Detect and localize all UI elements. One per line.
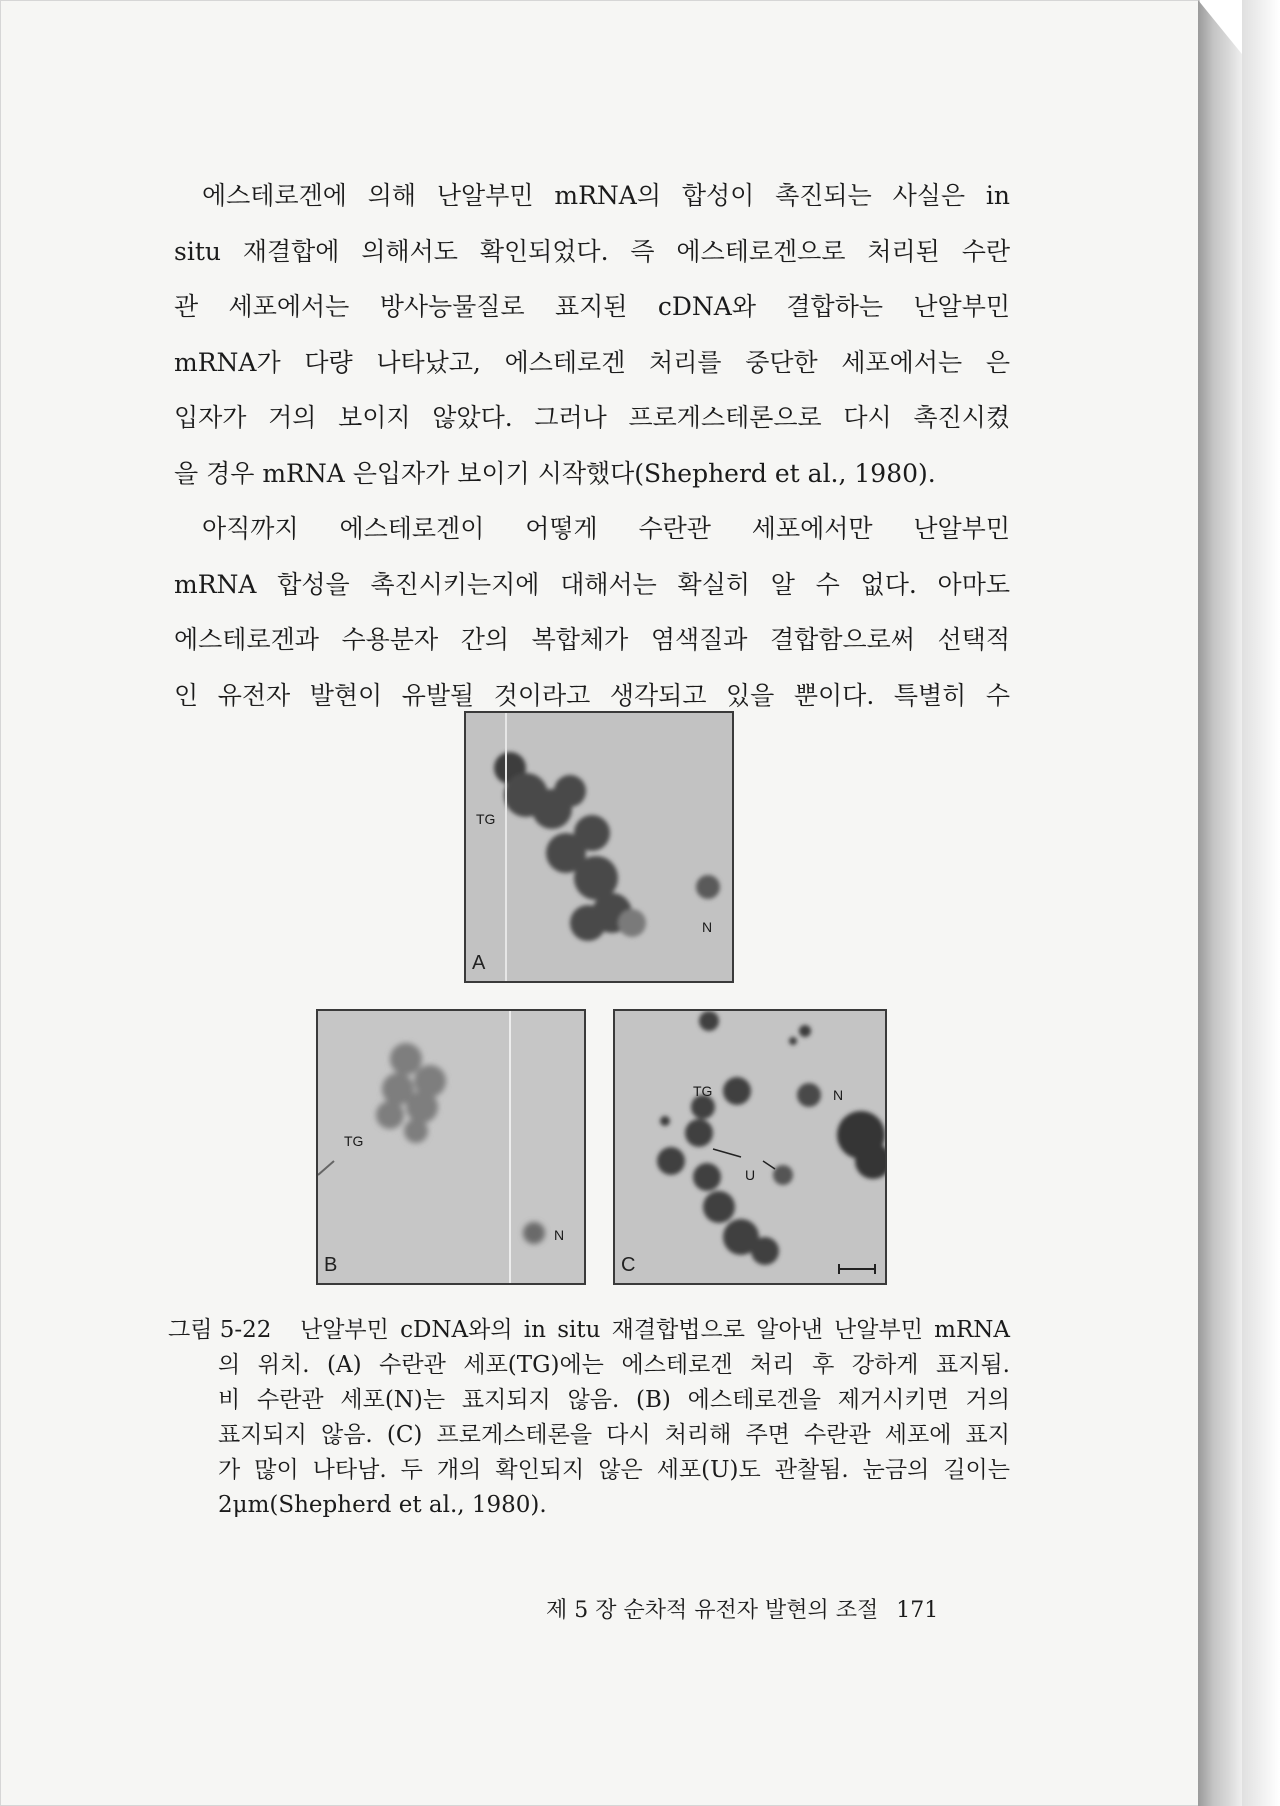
text-line: mRNA 합성을 촉진시키는지에 대해서는 확실히 알 수 없다. 아마도: [174, 569, 1010, 599]
page-footer: [546, 1593, 938, 1624]
body-text: [174, 168, 1010, 723]
cell-label-n: N: [554, 1227, 565, 1243]
figure-panel-a: [464, 711, 734, 983]
text-line: 에스테로겐과 수용분자 간의 복합체가 염색질과 결합함으로써 선택적: [174, 625, 1010, 654]
caption-line: 의 위치. (A) 수란관 세포(TG)에는 에스테로겐 처리 후 강하게 표지됨.: [218, 1352, 1010, 1378]
cell-label-tg: TG: [476, 811, 496, 827]
cell-label-tg: TG: [344, 1133, 364, 1149]
page-edge: [1198, 0, 1242, 1806]
figure-panel-b: [316, 1009, 586, 1285]
panel-letter: C: [621, 1254, 636, 1276]
cell-label-tg: TG: [693, 1083, 713, 1099]
caption-body: [218, 1348, 1010, 1523]
text-line: 관 세포에서는 방사능물질로 표지된 cDNA와 결합하는 난알부민: [174, 292, 1010, 321]
cell-label-u: U: [745, 1167, 756, 1183]
text-line: situ 재결합에 의해서도 확인되었다. 즉 에스테로겐으로 처리된 수란: [174, 236, 1010, 266]
text-line: 을 경우 mRNA 은입자가 보이기 시작했다(Shepherd et al., 1980).: [174, 458, 936, 488]
paragraph-2: [174, 501, 1010, 723]
caption-line: 비 수란관 세포(N)는 표지되지 않음. (B) 에스테로겐을 제거시키면 거의: [218, 1387, 1010, 1413]
micrograph-c: [615, 1011, 885, 1283]
caption-line: 표지되지 않음. (C) 프로게스테론을 다시 처리해 주면 수란관 세포에 표지: [218, 1422, 1010, 1448]
caption-line: 가 많이 나타남. 두 개의 확인되지 않은 세포(U)도 관찰됨. 눈금의 길이는: [218, 1457, 1010, 1483]
page-number: 171: [896, 1598, 939, 1623]
caption-line: 2μm(Shepherd et al., 1980).: [218, 1492, 547, 1518]
text-line: 아직까지 에스테로겐이 어떻게 수란관 세포에서만 난알부민: [202, 514, 1010, 543]
text-line: 에스테로겐에 의해 난알부민 mRNA의 합성이 촉진되는 사실은 in: [202, 181, 1010, 210]
text-line: mRNA가 다량 나타났고, 에스테로겐 처리를 중단한 세포에서는 은: [174, 347, 1010, 377]
panel-letter: B: [324, 1254, 338, 1276]
chapter-title: 제 5 장 순차적 유전자 발현의 조절: [546, 1598, 879, 1623]
text-line: 입자가 거의 보이지 않았다. 그러나 프로게스테론으로 다시 촉진시켰: [174, 403, 1010, 432]
cell-label-n: N: [833, 1087, 844, 1103]
text-line: 인 유전자 발현이 유발될 것이라고 생각되고 있을 뿐이다. 특별히 수: [174, 680, 1010, 710]
caption-first-line: 난알부민 cDNA와의 in situ 재결합법으로 알아낸 난알부민 mRNA: [300, 1317, 1010, 1343]
caption-label: 그림 5-22: [168, 1317, 272, 1343]
panel-letter: A: [472, 952, 486, 974]
micrograph-a: [466, 713, 732, 981]
paragraph-1: [174, 168, 1010, 501]
cell-label-n: N: [702, 919, 713, 935]
figure-panel-c: [613, 1009, 887, 1285]
page-edge-shadow: [1242, 0, 1280, 1806]
